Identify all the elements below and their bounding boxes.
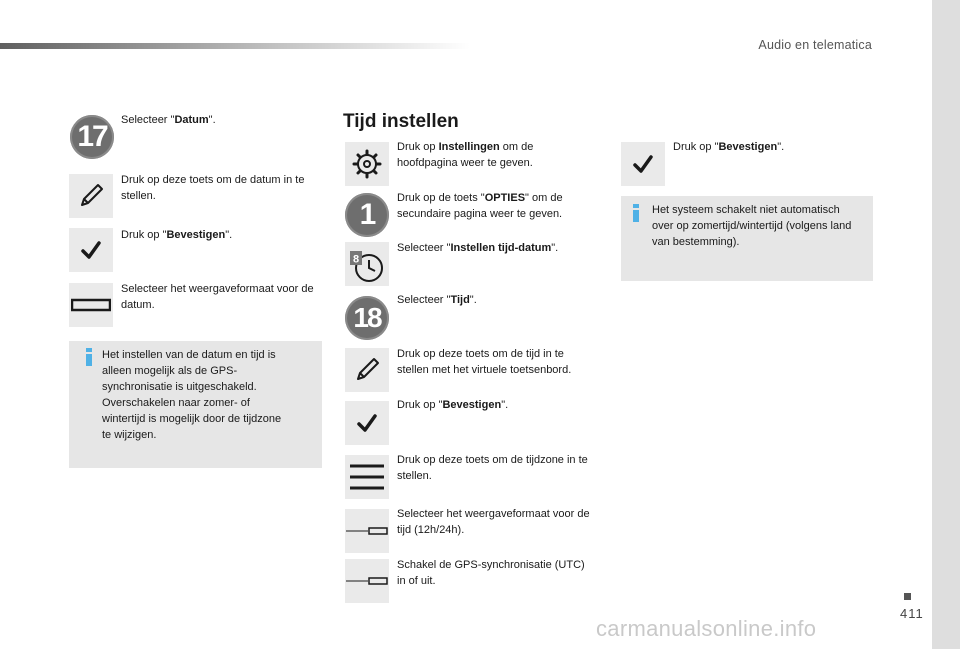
clock-badge-number: 8 <box>352 253 360 266</box>
header-gradient-bar <box>0 43 470 49</box>
toggle-switch-icon <box>345 509 389 553</box>
middle-text-6: Druk op "Bevestigen". <box>397 399 509 411</box>
right-info-box <box>621 196 873 281</box>
middle-text-3: Selecteer "Instellen tijd-datum". <box>397 242 559 254</box>
middle-text-8: Selecteer het weergaveformaat voor de tijd (12h/24h). <box>397 508 590 536</box>
middle-text-4: Selecteer "Tijd". <box>397 294 477 306</box>
left-info-text: Het instellen van de datum en tijd is alleen mogelijk als de GPS-synchronisatie is uitgeschakeld. Overschakelen naar zomer- of wintertijd is mogelijk door de tijdzone te wijzigen. <box>102 349 282 441</box>
middle-text-9: Schakel de GPS-synchronisatie (UTC) in of uit. <box>397 559 585 587</box>
step-17-badge: 17 <box>70 115 114 159</box>
step-18-badge: 18 <box>345 296 389 340</box>
left-text-3: Druk op "Bevestigen". <box>121 229 233 241</box>
step-1-badge: 1 <box>345 193 389 237</box>
middle-text-1: Druk op Instellingen om de hoofdpagina weer te geven. <box>397 141 534 169</box>
page-number: 411 <box>900 606 924 621</box>
menu-lines-icon <box>345 455 389 499</box>
settings-gear-icon <box>345 142 389 186</box>
page-marker <box>904 593 911 600</box>
info-icon <box>633 204 639 222</box>
right-text-1: Druk op "Bevestigen". <box>673 141 785 153</box>
middle-text-2: Druk op de toets "OPTIES" om de secundaire pagina weer te geven. <box>397 192 563 220</box>
left-text-2: Druk op deze toets om de datum in te stellen. <box>121 174 305 202</box>
toggle-switch-icon <box>345 559 389 603</box>
check-icon <box>621 142 665 186</box>
clock-icon <box>345 242 389 286</box>
pencil-icon <box>345 348 389 392</box>
side-tab <box>932 0 960 649</box>
info-icon <box>86 348 92 366</box>
left-text-1: Selecteer "Datum". <box>121 114 216 126</box>
check-icon <box>69 228 113 272</box>
left-info-box <box>69 341 322 468</box>
format-bar-icon <box>69 283 113 327</box>
header-title: Audio en telematica <box>758 38 872 52</box>
check-icon <box>345 401 389 445</box>
watermark: carmanualsonline.info <box>596 616 817 641</box>
left-text-4: Selecteer het weergaveformaat voor de datum. <box>121 283 314 311</box>
section-title: Tijd instellen <box>343 111 459 132</box>
pencil-icon <box>69 174 113 218</box>
middle-text-5: Druk op deze toets om de tijd in te stellen met het virtuele toetsenbord. <box>397 348 572 376</box>
right-info-text: Het systeem schakelt niet automatisch over op zomertijd/wintertijd (volgens land van bestemming). <box>652 204 852 248</box>
middle-text-7: Druk op deze toets om de tijdzone in te stellen. <box>397 454 588 482</box>
